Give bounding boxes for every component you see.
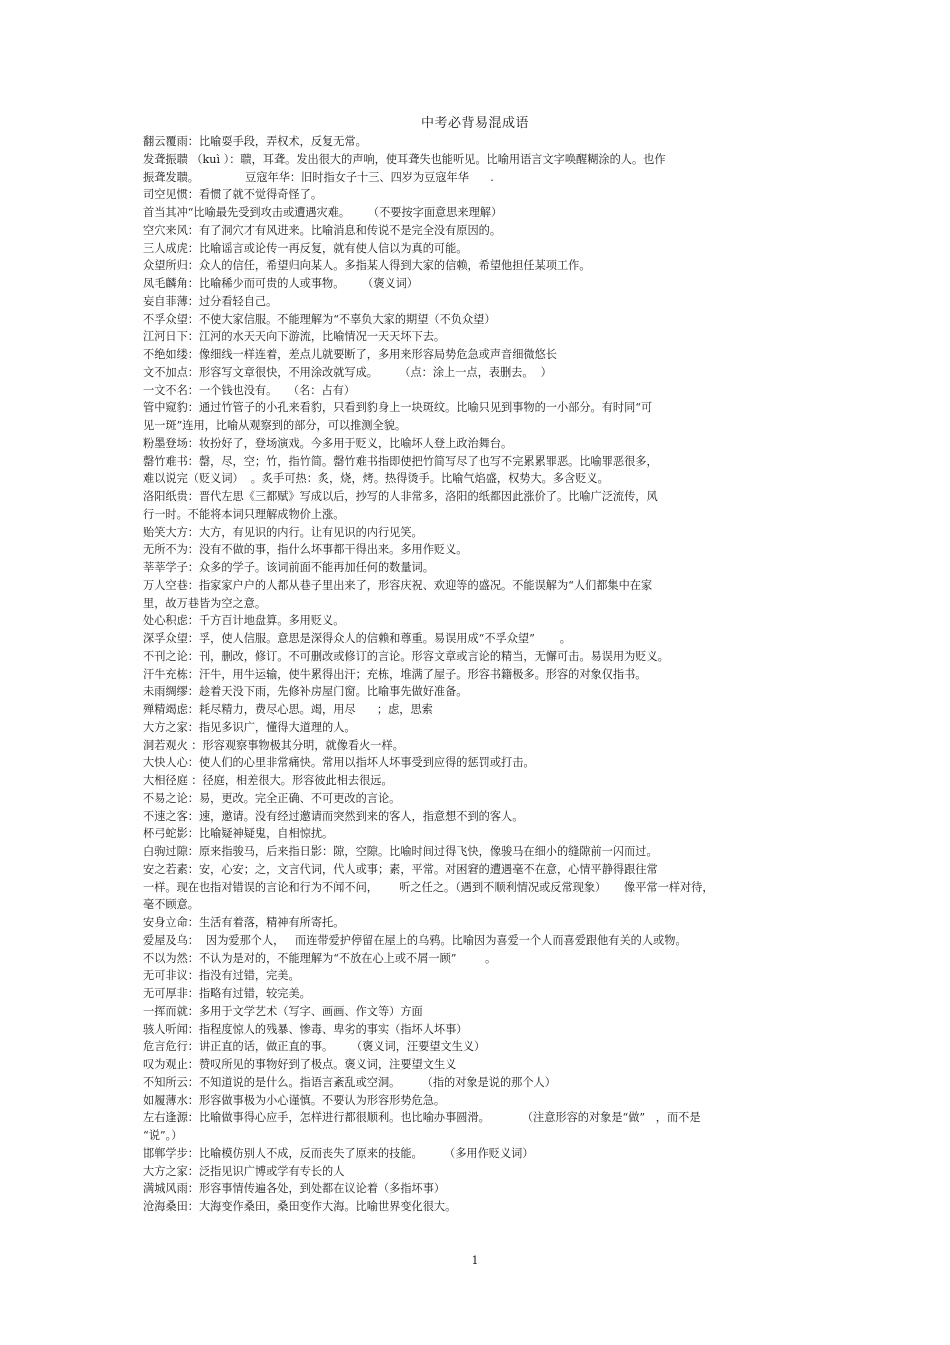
text-line: 白驹过隙：原来指骏马，后来指日影：隙，空隙。比喻时间过得飞快，像骏马在细小的缝隙前一闪而过。: [143, 845, 658, 858]
idiom-list: [143, 133, 823, 1216]
text-line: 毫不顾意。: [143, 898, 199, 912]
text-line: 骇人听闻：指程度惊人的残暴、惨毒、卑劣的事实（指坏人坏事）: [143, 1022, 468, 1036]
text-line: 众望所归：众人的信任，希望归向某人。多指某人得到大家的信赖，希望他担任某项工作。: [143, 259, 591, 273]
text-line: 不刊之论：刊，删改，修订。不可删改或修订的言论。形容文章或言论的精当，无懈可击。易误用为贬义。: [143, 649, 669, 663]
text-line: 首当其冲“比喻最先受到攻击或遭遇灾难。 （不要按字面意思来理解）: [143, 206, 503, 219]
text-line: “说”。）: [143, 1129, 183, 1142]
text-line: 爱屋及乌： 因为爱那个人， 而连带爱护停留在屋上的乌鸦。比喻因为喜爱一个人而喜爱跟他有关的人或物。: [143, 933, 687, 947]
text-line: 三人成虎：比喻谣言或论传一再反复，就有使人信以为真的可能。: [143, 241, 468, 255]
text-line: 空穴来风：有了洞穴才有风进来。比喻消息和传说不是完全没有原因的。: [143, 223, 502, 237]
text-line: 安之若素：安，心安；之，文言代词，代人或事；素，平常。对困窘的遭遇毫不在意，心情平静得跟往常: [143, 862, 658, 876]
text-line: 一文不名：一个钱也没有。 （名：占有）: [143, 383, 356, 397]
text-line: 汗牛充栋：汗牛，用牛运输，使牛累得出汗；充栋，堆满了屋子。形容书籍极多。形容的对象仅指书。: [143, 667, 647, 681]
text-line: 罄竹难书：罄，尽，空；竹，指竹简。罄竹难书指即使把竹简写尽了也写不完累累罪恶。比喻罪恶很多，: [143, 454, 658, 468]
text-line: 振聋发聩。 豆寇年华：旧时指女子十三、四岁为豆寇年华 .: [143, 170, 494, 184]
text-line: 不易之论：易，更改。完全正确、不可更改的言论。: [143, 791, 401, 805]
text-line: 不以为然：不认为是对的，不能理解为“不放在心上或不屑一顾” 。: [143, 951, 497, 965]
text-line: 左右逢源：比喻做事得心应手，怎样进行都很顺利。也比喻办事圆滑。 （注意形容的对象是“做” ，而不是: [143, 1111, 701, 1125]
text-line: 大方之家：指见多识广，懂得大道理的人。: [143, 720, 356, 734]
text-line: 洞若观火 ：形容观察事物极其分明，就像看火一样。: [143, 738, 404, 752]
text-line: 见一斑”连用，比喻从观察到的部分，可以推测全貌。: [143, 419, 407, 432]
text-line: 管中窥豹：通过竹管子的小孔来看豹，只看到豹身上一块斑纹。比喻只见到事物的一小部分。有时同“可: [143, 401, 653, 415]
text-line: 满城风雨：形容事情传遍各处，到处都在议论着（多指坏事）: [143, 1182, 446, 1196]
text-line: 莘莘学子：众多的学子。该词前面不能再加任何的数量词。: [143, 561, 434, 574]
text-line: 无可厚非：指略有过错，较完美。: [143, 987, 311, 1000]
text-line: 邯郸学步：比喻模仿别人不成，反而丧失了原来的技能。 （多用作贬义词）: [143, 1146, 534, 1160]
text-line: 江河日下：江河的水天天向下游流，比喻情况一天天坏下去。: [143, 330, 446, 344]
text-line: 无可非议：指没有过错，完美。: [143, 969, 300, 983]
text-line: 安身立命：生活有着落，精神有所寄托。: [143, 916, 345, 929]
text-line: 不知所云：不知道说的是什么。指语言紊乱或空洞。 （指的对象是说的那个人）: [143, 1075, 556, 1089]
text-line: 发聋振聩 （kuì ）：聩，耳聋。发出很大的声响，使耳聋失也能听见。比喻用语言文字唤醒糊涂的人。也作: [143, 152, 666, 166]
text-line: 翻云覆雨：比喻耍手段，弄权术，反复无常。: [143, 135, 367, 148]
text-line: 一挥而就：多用于文学艺术（写字、画画、作文等）方面: [143, 1004, 423, 1018]
text-line: 叹为观止：赞叹所见的事物好到了极点。褒义词，注要望文生义: [143, 1058, 457, 1071]
text-line: 未雨绸缪：趁着天没下雨，先修补房屋门窗。比喻事先做好准备。: [143, 685, 468, 699]
text-line: 不孚众望：不使大家信服。不能理解为“不辜负大家的期望（不负众望）: [143, 312, 496, 326]
text-line: 如履薄水：形容做事极为小心谨慎。不要认为形容形势危急。: [143, 1093, 446, 1107]
text-line: 不绝如缕：像细线一样连着，差点儿就要断了，多用来形容局势危急或声音细微悠长: [143, 348, 557, 361]
text-line: 文不加点：形容写文章很快，不用涂改就写成。 （点：涂上一点，表删去。 ）: [143, 365, 552, 379]
text-line: 大快人心：使人们的心里非常痛快。常用以指坏人坏事受到应得的惩罚或打击。: [143, 756, 535, 770]
text-line: 大方之家：泛指见识广博或学有专长的人: [143, 1164, 345, 1178]
page-number: 1: [471, 1254, 479, 1267]
text-line: 妄自菲薄：过分看轻自己。: [143, 294, 278, 308]
text-line: 不速之客：速，邀请。没有经过邀请而突然到来的客人，指意想不到的客人。: [143, 809, 524, 823]
text-line: 凤毛麟角：比喻稀少而可贵的人或事物。 （褒义词）: [143, 277, 419, 290]
text-line: 危言危行：讲正直的话，做正直的事。 （褒义词，汪要望文生义）: [143, 1040, 486, 1054]
text-line: 司空见惯：看惯了就不觉得奇怪了。: [143, 188, 323, 202]
text-line: 深孚众望：孚，使人信服。意思是深得众人的信赖和尊重。易误用成“不孚众望” 。: [143, 632, 571, 645]
text-line: 贻笑大方：大方，有见识的内行。让有见识的内行见笑。: [143, 525, 423, 539]
text-line: 粉墨登场：妆扮好了，登场演戏。今多用于贬义，比喻坏人登上政治舞台。: [143, 436, 513, 450]
text-line: 大相径庭 ：径庭，相差很大。形容彼此相去很远。: [143, 774, 393, 787]
text-line: 里，故万巷皆为空之意。: [143, 596, 267, 610]
text-line: 处心积虑：千方百计地盘算。多用贬义。: [143, 614, 345, 628]
text-line: 一样。现在也指对错误的言论和行为不闻不问， 听之任之。（遇到不顺利情况或反常现象） 像平常一样对待，: [143, 880, 714, 894]
text-line: 行一时。不能将本词只理解成物价上涨。: [143, 507, 345, 521]
text-line: 无所不为：没有不做的事，指什么坏事都干得出来。多用作贬义。: [143, 543, 468, 557]
text-line: 洛阳纸贵：晋代左思《三都赋》写成以后，抄写的人非常多，洛阳的纸都因此涨价了。比喻广泛流传，风: [143, 490, 658, 503]
text-line: 难以说完（贬义词） 。炙手可热：炙，烧，烤。热得烫手。比喻气焰盛，权势大。多含贬义。: [143, 472, 609, 486]
text-line: 殚精竭虑：耗尽精力，费尽心思。竭，用尽 ；虑，思索: [143, 703, 433, 716]
text-line: 万人空巷：指家家户户的人都从巷子里出来了，形容庆祝、欢迎等的盛况。不能误解为“人们都集中在家: [143, 578, 653, 592]
text-line: 杯弓蛇影：比喻疑神疑鬼，自相惊扰。: [143, 827, 334, 841]
page-title: 中考必背易混成语: [420, 116, 529, 131]
text-line: 沧海桑田：大海变作桑田，桑田变作大海。比喻世界变化很大。: [143, 1200, 457, 1213]
